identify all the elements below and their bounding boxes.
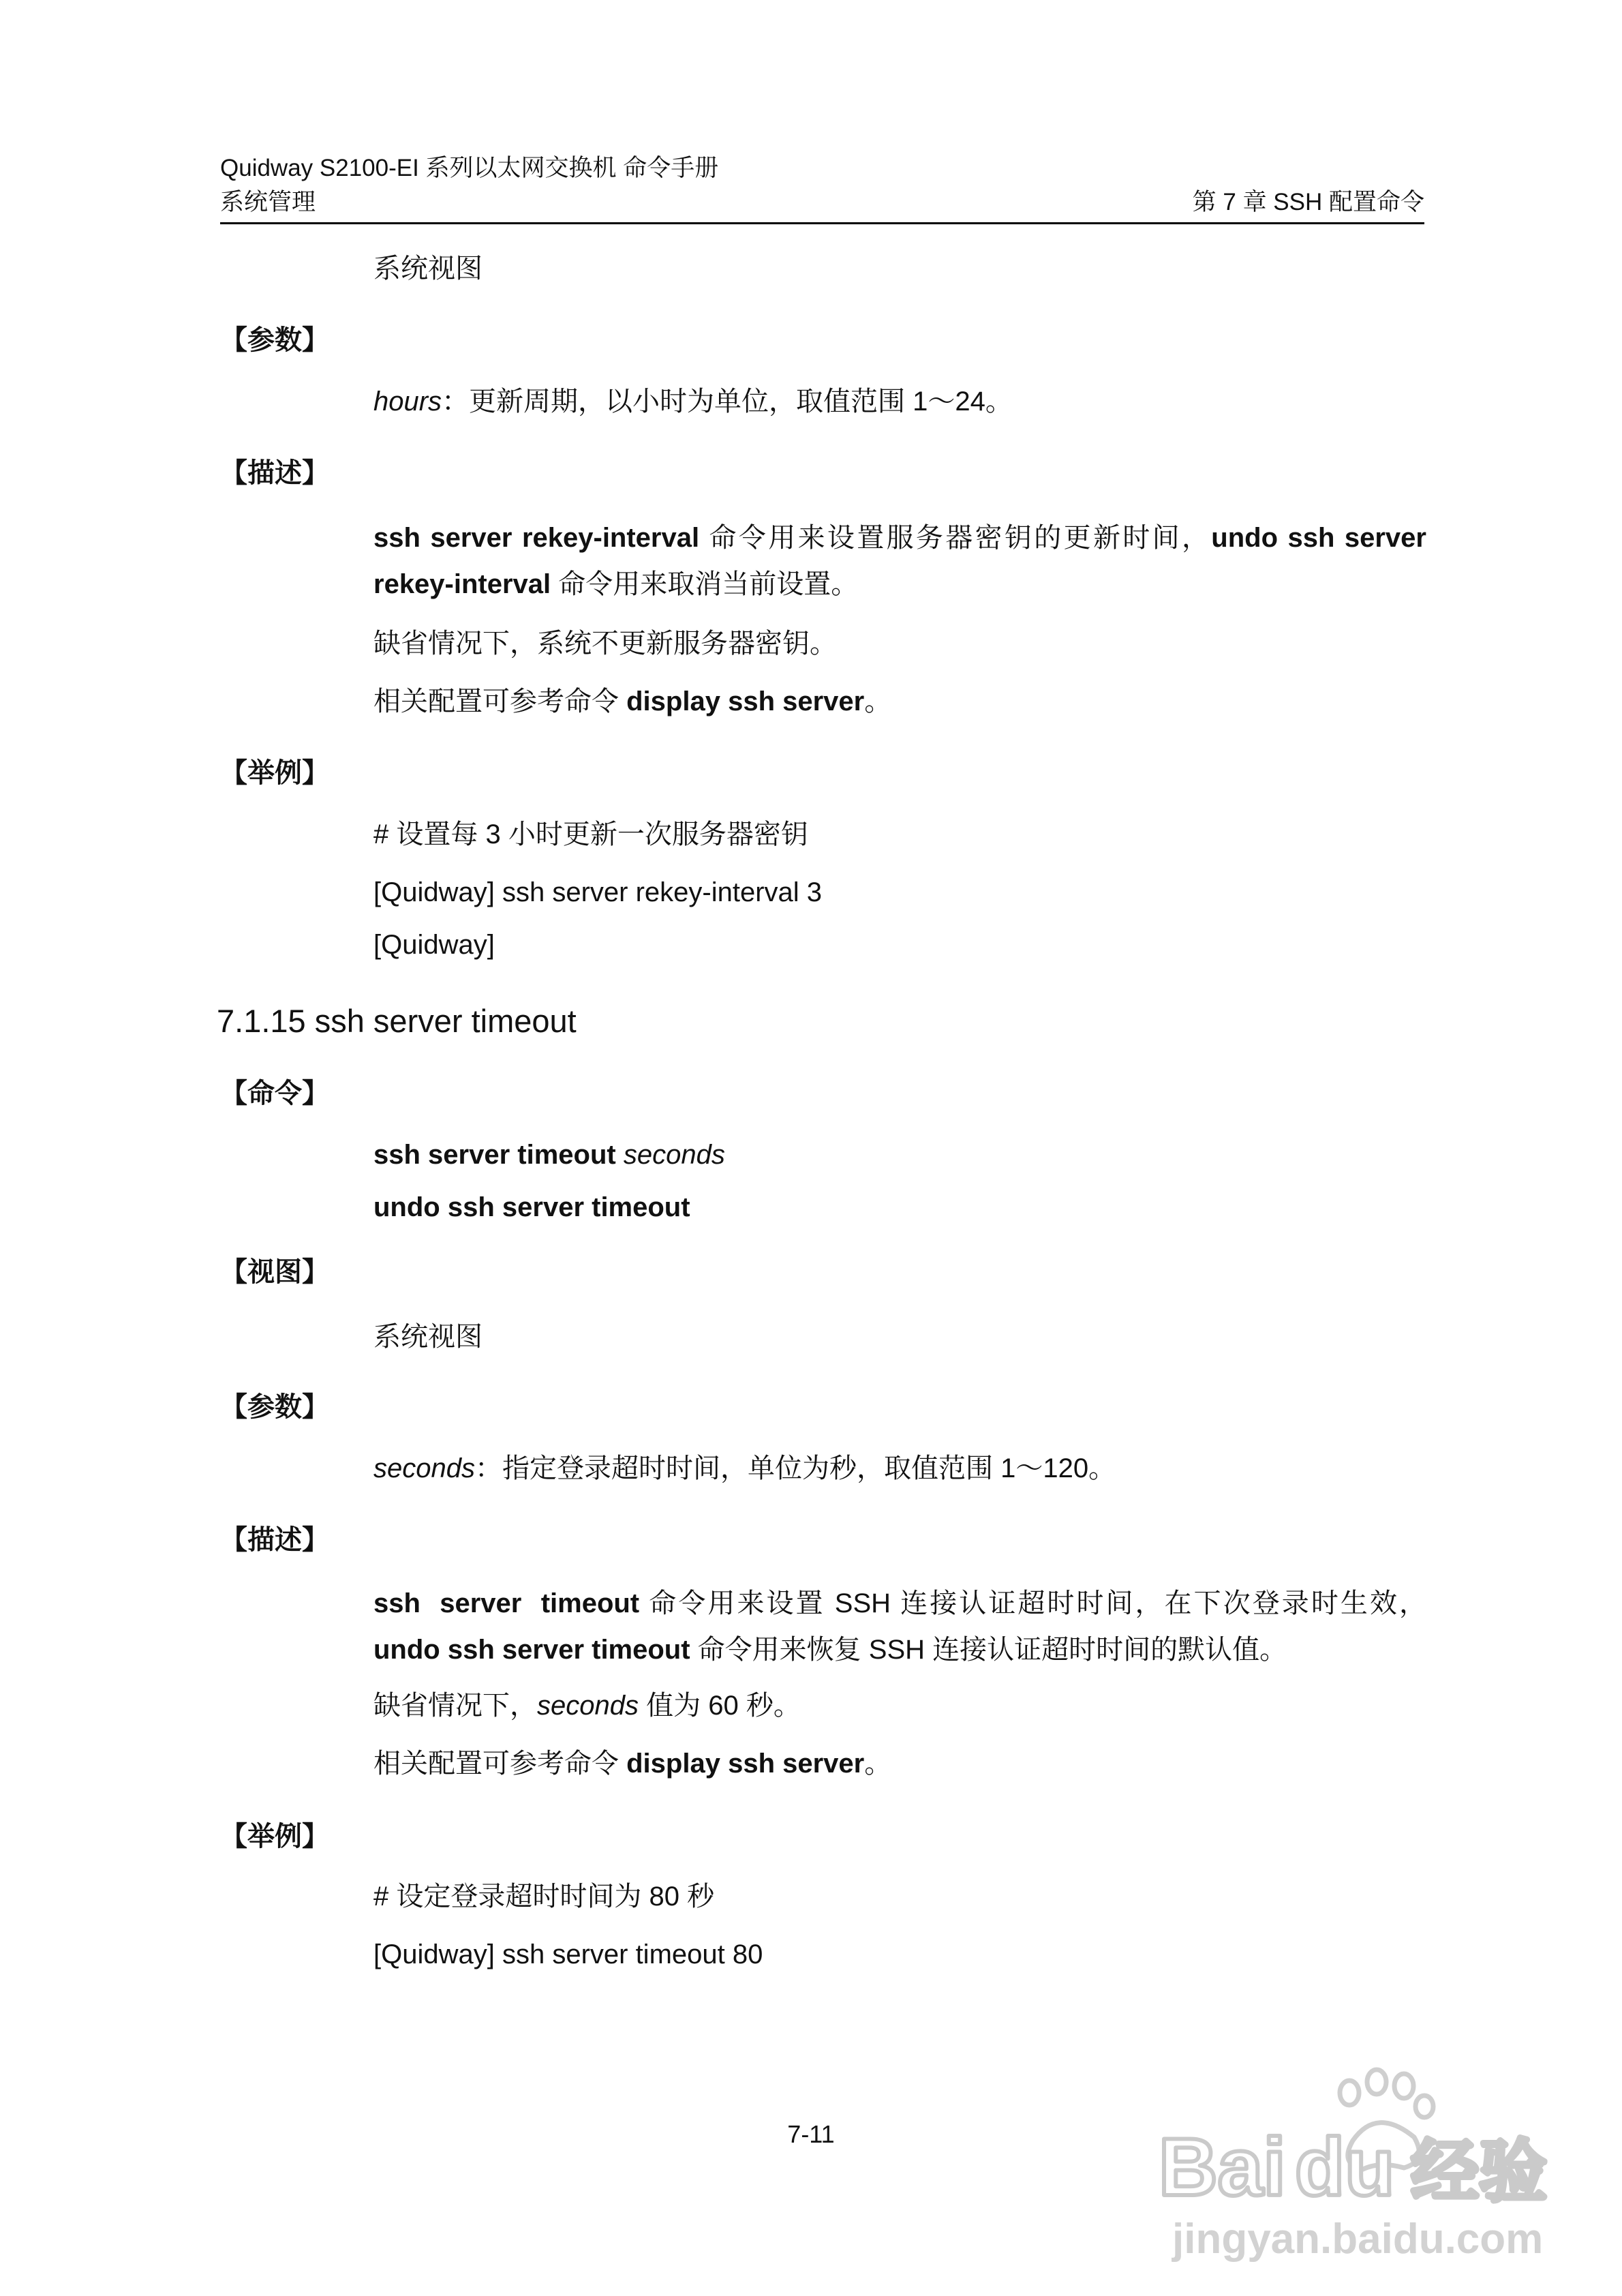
param-desc: ：更新周期，以小时为单位，取值范围 1～24。 xyxy=(442,387,1013,417)
related-commands xyxy=(373,1746,891,1781)
params-label: 【参数】 xyxy=(220,1392,329,1422)
svg-text:经验: 经验 xyxy=(1411,2132,1547,2211)
example-comment: # 设置每 3 小时更新一次服务器密钥 xyxy=(373,819,808,849)
svg-text:Bai: Bai xyxy=(1159,2121,1286,2213)
command-arg: seconds xyxy=(623,1140,725,1170)
desc-text: 命令用来恢复 SSH 连接认证超时时间的默认值。 xyxy=(690,1635,1287,1665)
command-keyword: ssh server timeout xyxy=(373,1140,624,1170)
view-value: 系统视图 xyxy=(373,1322,483,1352)
desc-undo-cmd: undo ssh server timeout xyxy=(373,1635,690,1665)
header-chapter: 第 7 章 SSH 配置命令 xyxy=(1192,189,1424,215)
svg-text:du: du xyxy=(1295,2121,1395,2213)
desc-cmd: ssh server timeout xyxy=(373,1588,640,1618)
related-prefix: 相关配置可参考命令 xyxy=(373,686,627,716)
related-prefix: 相关配置可参考命令 xyxy=(373,1749,627,1779)
default-arg: seconds xyxy=(537,1691,639,1721)
params-label: 【参数】 xyxy=(220,325,329,355)
page-number: 7-11 xyxy=(787,2120,835,2148)
param-hours xyxy=(373,384,1013,419)
param-name: seconds xyxy=(373,1453,475,1483)
related-suffix: 。 xyxy=(864,1749,892,1779)
desc-text: 命令用来设置服务器密钥的更新时间， xyxy=(699,523,1212,553)
param-name: hours xyxy=(373,387,442,417)
view-label: 【视图】 xyxy=(220,1257,329,1287)
desc-paragraph xyxy=(373,515,1426,607)
related-cmd: display ssh server xyxy=(626,1749,865,1779)
undo-command-syntax: undo ssh server timeout xyxy=(373,1192,690,1222)
command-syntax xyxy=(373,1137,725,1173)
desc-text: 命令用来设置 SSH 连接认证超时时间，在下次登录时生效， xyxy=(639,1588,1426,1618)
default-suffix: 值为 60 秒。 xyxy=(638,1691,801,1721)
param-desc: ：指定登录超时时间，单位为秒，取值范围 1～120。 xyxy=(474,1453,1116,1483)
default-prefix: 缺省情况下， xyxy=(373,1691,537,1721)
default-text xyxy=(373,1688,801,1723)
baidu-jingyan-watermark xyxy=(1145,2052,1554,2270)
example-label: 【举例】 xyxy=(220,758,329,788)
desc-text: 命令用来取消当前设置。 xyxy=(551,569,859,599)
desc-label: 【描述】 xyxy=(220,1525,329,1555)
command-label: 【命令】 xyxy=(220,1078,329,1108)
svg-text:jingyan.baidu.com: jingyan.baidu.com xyxy=(1172,2216,1544,2263)
section-heading: 7.1.15 ssh server timeout xyxy=(217,1003,577,1039)
related-cmd: display ssh server xyxy=(626,686,865,716)
related-suffix: 。 xyxy=(864,686,892,716)
default-text: 缺省情况下，系统不更新服务器密钥。 xyxy=(373,629,837,659)
example-comment: # 设定登录超时时间为 80 秒 xyxy=(373,1882,715,1912)
example-line: [Quidway] ssh server rekey-interval 3 xyxy=(373,877,823,907)
desc-undo-cmd: undo ssh server rekey-interval xyxy=(373,523,1426,599)
header-rule xyxy=(220,222,1424,224)
desc-label: 【描述】 xyxy=(220,458,329,488)
related-commands xyxy=(373,684,891,719)
desc-paragraph xyxy=(373,1580,1426,1673)
example-line: [Quidway] xyxy=(373,930,495,960)
header-volume: 系统管理 xyxy=(220,189,316,215)
desc-cmd: ssh server rekey-interval xyxy=(373,523,700,553)
example-line: [Quidway] ssh server timeout 80 xyxy=(373,1939,763,1969)
view-value: 系统视图 xyxy=(373,254,483,284)
header-manual-title: Quidway S2100-EI 系列以太网交换机 命令手册 xyxy=(220,155,719,181)
param-seconds xyxy=(373,1451,1116,1486)
example-label: 【举例】 xyxy=(220,1822,329,1852)
